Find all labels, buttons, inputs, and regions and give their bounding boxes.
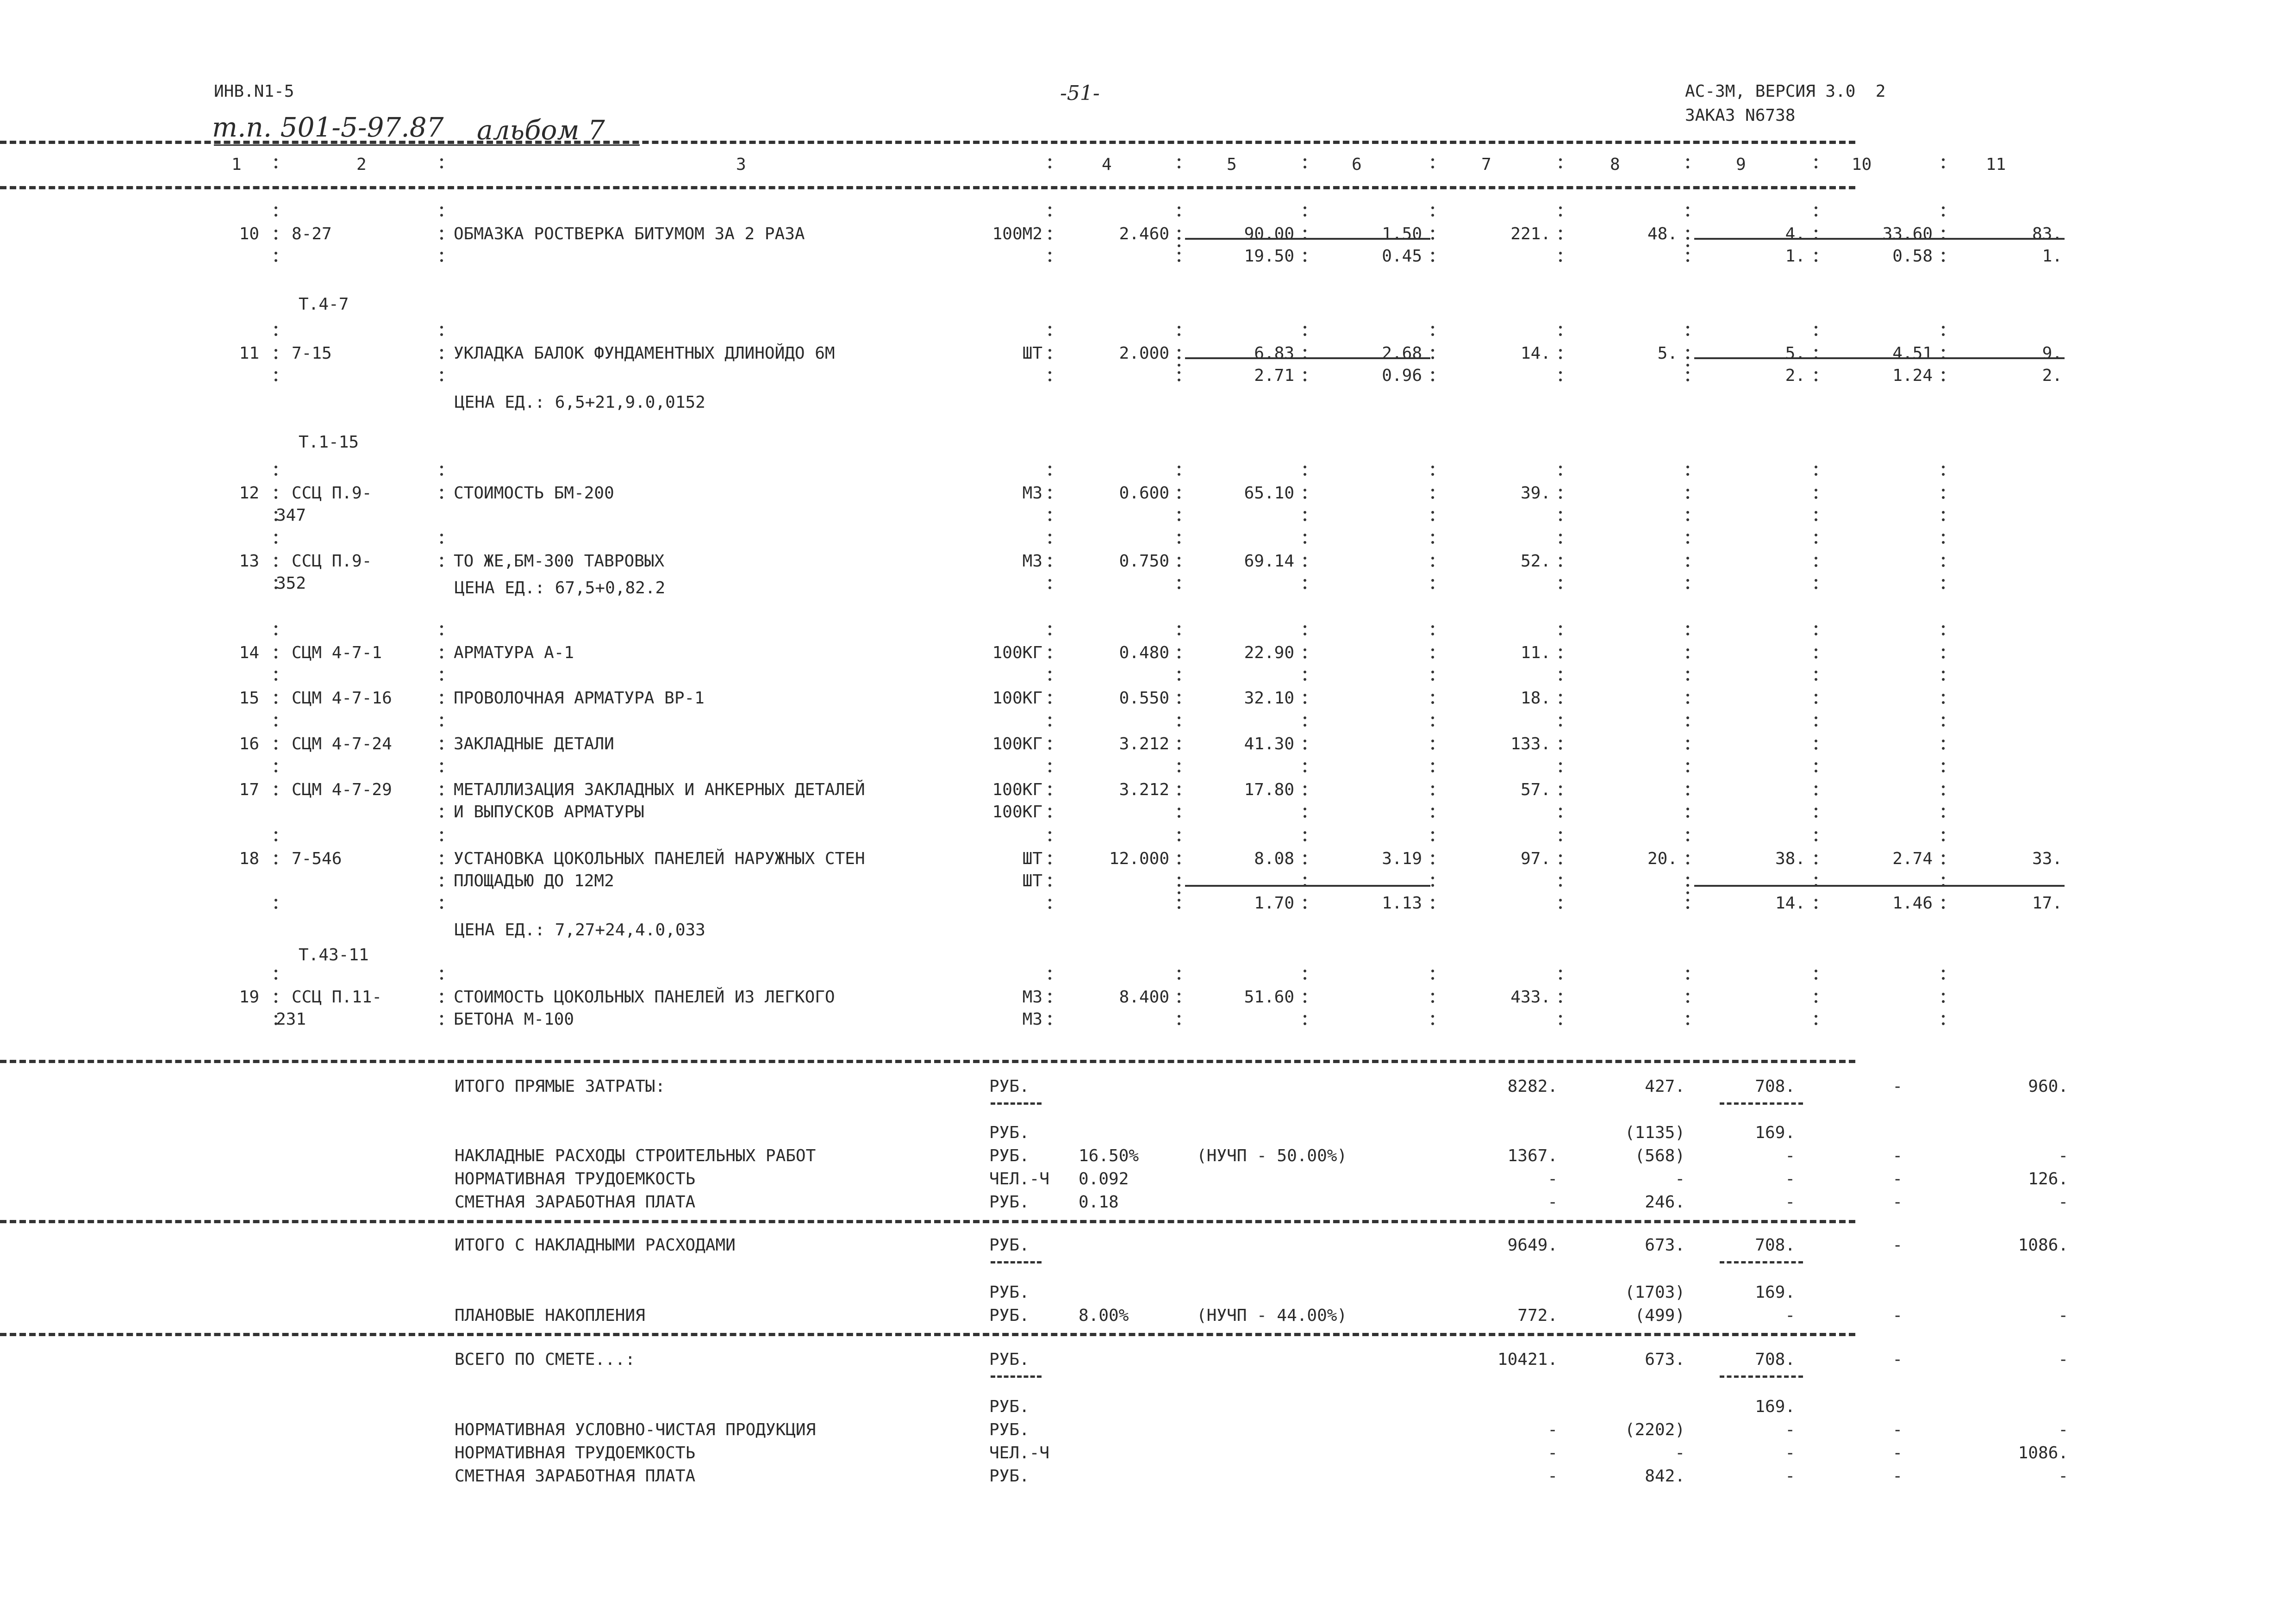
summary-label: ИТОГО С НАКЛАДНЫМИ РАСХОДАМИ bbox=[455, 1236, 736, 1255]
row-sub-col9: 2. bbox=[1785, 366, 1805, 385]
row-sub-col5: 1.70 bbox=[1254, 894, 1294, 913]
summary-col7: - bbox=[1547, 1444, 1558, 1462]
row-name-continued: ПЛОЩАДЬЮ ДО 12М2 bbox=[454, 871, 614, 890]
summary-note: (НУЧП - 44.00%) bbox=[1197, 1306, 1348, 1325]
summary-col11: - bbox=[2058, 1420, 2068, 1439]
row-unit: ШТ bbox=[1022, 871, 1042, 890]
row-unit: 100КГ bbox=[992, 780, 1042, 799]
summary-col10: - bbox=[1892, 1350, 1903, 1369]
summary-col10: - bbox=[1892, 1444, 1903, 1462]
row-unit: М3 bbox=[1022, 484, 1042, 503]
row-code: 7-15 bbox=[292, 344, 332, 363]
summary-col10: - bbox=[1892, 1146, 1903, 1165]
row-quantity: 2.460 bbox=[1119, 224, 1169, 243]
summary-unit: РУБ. bbox=[989, 1077, 1029, 1096]
summary-unit: РУБ. bbox=[989, 1397, 1029, 1416]
underline-dashes bbox=[991, 1375, 1042, 1378]
row-sub-col10: 0.58 bbox=[1892, 247, 1933, 266]
summary-label: ПЛАНОВЫЕ НАКОПЛЕНИЯ bbox=[455, 1306, 645, 1325]
row-total: 57. bbox=[1520, 780, 1551, 799]
row-total: 18. bbox=[1520, 689, 1551, 708]
row-number: 19 bbox=[239, 988, 259, 1007]
row-col8: 5. bbox=[1657, 344, 1678, 363]
dashed-rule bbox=[0, 1333, 1855, 1336]
summary-col11: - bbox=[2058, 1146, 2068, 1165]
summary-percent: 8.00% bbox=[1079, 1306, 1129, 1325]
summary-col10: - bbox=[1892, 1170, 1903, 1188]
row-sub-col6: 1.13 bbox=[1382, 894, 1422, 913]
row-total: 133. bbox=[1510, 734, 1551, 753]
summary-col11: 1086. bbox=[2018, 1236, 2068, 1255]
row-col6: 1.50 bbox=[1382, 224, 1422, 243]
row-code: СЦМ 4-7-24 bbox=[292, 734, 392, 753]
column-number-5: 5 bbox=[1227, 155, 1237, 174]
summary-percent: 16.50% bbox=[1079, 1146, 1139, 1165]
row-quantity: 0.550 bbox=[1119, 689, 1169, 708]
row-code: СЦМ 4-7-29 bbox=[292, 780, 392, 799]
row-quantity: 3.212 bbox=[1119, 734, 1169, 753]
summary-col7: 9649. bbox=[1507, 1236, 1558, 1255]
summary-col10: - bbox=[1892, 1467, 1903, 1486]
row-total: 11. bbox=[1520, 643, 1551, 662]
subrow-divider bbox=[1694, 357, 2065, 359]
row-sub-col9: 1. bbox=[1785, 247, 1805, 266]
row-code-continued: 231 bbox=[276, 1010, 306, 1029]
summary-unit: РУБ. bbox=[989, 1420, 1029, 1439]
summary-unit: РУБ. bbox=[989, 1467, 1029, 1486]
column-number-1: 1 bbox=[231, 155, 242, 174]
row-code: 7-546 bbox=[292, 849, 342, 868]
summary-col8: 842. bbox=[1645, 1467, 1685, 1486]
row-total: 97. bbox=[1520, 849, 1551, 868]
summary-label: СМЕТНАЯ ЗАРАБОТНАЯ ПЛАТА bbox=[455, 1193, 696, 1212]
row-col9: 5. bbox=[1785, 344, 1805, 363]
summary-col7: 8282. bbox=[1507, 1077, 1558, 1096]
row-unit-cost: 65.10 bbox=[1244, 484, 1294, 503]
summary-col11: 960. bbox=[2028, 1077, 2068, 1096]
summary-col9: - bbox=[1785, 1420, 1795, 1439]
row-total: 221. bbox=[1510, 224, 1551, 243]
row-col9: 38. bbox=[1775, 849, 1805, 868]
subrow-divider bbox=[1185, 238, 1430, 240]
row-unit: М3 bbox=[1022, 552, 1042, 571]
row-number: 15 bbox=[239, 689, 259, 708]
row-name: ЗАКЛАДНЫЕ ДЕТАЛИ bbox=[454, 734, 614, 753]
row-number: 11 bbox=[239, 344, 259, 363]
row-unit: М3 bbox=[1022, 988, 1042, 1007]
row-quantity: 3.212 bbox=[1119, 780, 1169, 799]
summary-col7: 10421. bbox=[1497, 1350, 1558, 1369]
row-unit: 100М2 bbox=[992, 224, 1042, 243]
row-col11: 83. bbox=[2032, 224, 2062, 243]
row-number: 14 bbox=[239, 643, 259, 662]
underline-dashes bbox=[991, 1102, 1042, 1105]
row-table-ref: Т.43-11 bbox=[299, 946, 369, 964]
summary-unit: РУБ. bbox=[989, 1350, 1029, 1369]
summary-col7: 772. bbox=[1517, 1306, 1558, 1325]
row-unit-cost: 32.10 bbox=[1244, 689, 1294, 708]
summary-col9: 708. bbox=[1755, 1350, 1795, 1369]
summary-col10: - bbox=[1892, 1420, 1903, 1439]
summary-label: ИТОГО ПРЯМЫЕ ЗАТРАТЫ: bbox=[455, 1077, 666, 1096]
dashed-rule bbox=[0, 186, 1855, 189]
summary-col9: - bbox=[1785, 1467, 1795, 1486]
row-name: УКЛАДКА БАЛОК ФУНДАМЕНТНЫХ ДЛИНОЙДО 6М bbox=[454, 344, 835, 363]
row-number: 16 bbox=[239, 734, 259, 753]
row-total: 14. bbox=[1520, 344, 1551, 363]
row-quantity: 8.400 bbox=[1119, 988, 1169, 1007]
underline-dashes bbox=[1720, 1261, 1803, 1263]
summary-unit: РУБ. bbox=[989, 1193, 1029, 1212]
row-unit-cost: 41.30 bbox=[1244, 734, 1294, 753]
summary-col11: - bbox=[2058, 1467, 2068, 1486]
row-quantity: 0.750 bbox=[1119, 552, 1169, 571]
row-sub-col11: 17. bbox=[2032, 894, 2062, 913]
summary-col8: - bbox=[1675, 1170, 1685, 1188]
dashed-rule bbox=[0, 1060, 1855, 1063]
row-sub-col6: 0.45 bbox=[1382, 247, 1422, 266]
row-sub-col11: 1. bbox=[2042, 247, 2062, 266]
row-unit-cost: 6.83 bbox=[1254, 344, 1294, 363]
row-name-continued: И ВЫПУСКОВ АРМАТУРЫ bbox=[454, 803, 644, 821]
row-quantity: 12.000 bbox=[1109, 849, 1169, 868]
summary-col8: 427. bbox=[1645, 1077, 1685, 1096]
summary-col11: - bbox=[2058, 1306, 2068, 1325]
underline-dashes bbox=[1720, 1375, 1803, 1378]
order-number: ЗАКАЗ N6738 bbox=[1685, 106, 1796, 125]
summary-col10: - bbox=[1892, 1236, 1903, 1255]
row-name-continued: БЕТОНА М-100 bbox=[454, 1010, 574, 1029]
summary-col7: - bbox=[1547, 1467, 1558, 1486]
summary-label: НОРМАТИВНАЯ УСЛОВНО-ЧИСТАЯ ПРОДУКЦИЯ bbox=[455, 1420, 816, 1439]
row-col9: 4. bbox=[1785, 224, 1805, 243]
row-unit: М3 bbox=[1022, 1010, 1042, 1029]
page-number: -51- bbox=[1060, 81, 1100, 105]
summary-col8: (1135) bbox=[1624, 1123, 1685, 1142]
summary-label: СМЕТНАЯ ЗАРАБОТНАЯ ПЛАТА bbox=[455, 1467, 696, 1486]
underline-dashes bbox=[991, 1261, 1042, 1263]
row-col8: 20. bbox=[1647, 849, 1678, 868]
summary-col8: (2202) bbox=[1624, 1420, 1685, 1439]
column-number-9: 9 bbox=[1736, 155, 1746, 174]
summary-percent: 0.092 bbox=[1079, 1170, 1129, 1188]
column-number-3: 3 bbox=[736, 155, 746, 174]
summary-col9: - bbox=[1785, 1306, 1795, 1325]
summary-label: НОРМАТИВНАЯ ТРУДОЕМКОСТЬ bbox=[455, 1444, 696, 1462]
row-quantity: 0.480 bbox=[1119, 643, 1169, 662]
row-total: 39. bbox=[1520, 484, 1551, 503]
summary-col11: - bbox=[2058, 1193, 2068, 1212]
row-name: ТО ЖЕ,БМ-300 ТАВРОВЫХ bbox=[454, 552, 665, 571]
summary-label: НОРМАТИВНАЯ ТРУДОЕМКОСТЬ bbox=[455, 1170, 696, 1188]
summary-unit: РУБ. bbox=[989, 1236, 1029, 1255]
row-number: 17 bbox=[239, 780, 259, 799]
row-code: ССЦ П.9- bbox=[292, 484, 372, 503]
summary-col9: 708. bbox=[1755, 1077, 1795, 1096]
row-col6: 2.68 bbox=[1382, 344, 1422, 363]
row-sub-col10: 1.46 bbox=[1892, 894, 1933, 913]
row-total: 52. bbox=[1520, 552, 1551, 571]
summary-col11: 126. bbox=[2028, 1170, 2068, 1188]
column-number-7: 7 bbox=[1481, 155, 1491, 174]
row-number: 10 bbox=[239, 224, 259, 243]
row-unit-cost: 51.60 bbox=[1244, 988, 1294, 1007]
subrow-divider bbox=[1185, 357, 1430, 359]
row-sub-col10: 1.24 bbox=[1892, 366, 1933, 385]
row-name: ПРОВОЛОЧНАЯ АРМАТУРА ВР-1 bbox=[454, 689, 705, 708]
row-name: СТОИМОСТЬ БМ-200 bbox=[454, 484, 614, 503]
summary-col9: 169. bbox=[1755, 1123, 1795, 1142]
summary-col10: - bbox=[1892, 1306, 1903, 1325]
summary-unit: ЧЕЛ.-Ч bbox=[989, 1170, 1050, 1188]
row-sub-col5: 2.71 bbox=[1254, 366, 1294, 385]
row-col10: 2.74 bbox=[1892, 849, 1933, 868]
row-col6: 3.19 bbox=[1382, 849, 1422, 868]
row-name: ОБМАЗКА РОСТВЕРКА БИТУМОМ ЗА 2 РАЗА bbox=[454, 224, 805, 243]
row-sub-col9: 14. bbox=[1775, 894, 1805, 913]
summary-unit: РУБ. bbox=[989, 1306, 1029, 1325]
row-price-note: ЦЕНА ЕД.: 6,5+21,9.0,0152 bbox=[455, 393, 705, 412]
row-number: 18 bbox=[239, 849, 259, 868]
row-unit-cost: 17.80 bbox=[1244, 780, 1294, 799]
row-total: 433. bbox=[1510, 988, 1551, 1007]
dashed-rule bbox=[0, 141, 1855, 144]
row-unit: ШТ bbox=[1022, 344, 1042, 363]
summary-label: ВСЕГО ПО СМЕТЕ...: bbox=[455, 1350, 636, 1369]
row-col11: 33. bbox=[2032, 849, 2062, 868]
summary-col7: - bbox=[1547, 1193, 1558, 1212]
row-name: СТОИМОСТЬ ЦОКОЛЬНЫХ ПАНЕЛЕЙ ИЗ ЛЕГКОГО bbox=[454, 988, 835, 1007]
row-code: ССЦ П.9- bbox=[292, 552, 372, 571]
summary-note: (НУЧП - 50.00%) bbox=[1197, 1146, 1348, 1165]
column-number-4: 4 bbox=[1102, 155, 1112, 174]
summary-col8: 246. bbox=[1645, 1193, 1685, 1212]
summary-unit: ЧЕЛ.-Ч bbox=[989, 1444, 1050, 1462]
row-name: УСТАНОВКА ЦОКОЛЬНЫХ ПАНЕЛЕЙ НАРУЖНЫХ СТЕН bbox=[454, 849, 865, 868]
row-sub-col6: 0.96 bbox=[1382, 366, 1422, 385]
row-table-ref: Т.4-7 bbox=[299, 295, 349, 314]
subrow-divider bbox=[1694, 885, 2065, 887]
row-unit-cost: 8.08 bbox=[1254, 849, 1294, 868]
row-sub-col5: 19.50 bbox=[1244, 247, 1294, 266]
row-table-ref: Т.1-15 bbox=[299, 433, 359, 452]
summary-col9: 169. bbox=[1755, 1283, 1795, 1302]
row-code-continued: 347 bbox=[276, 506, 306, 525]
summary-col8: (568) bbox=[1635, 1146, 1685, 1165]
summary-col8: - bbox=[1675, 1444, 1685, 1462]
row-number: 13 bbox=[239, 552, 259, 571]
summary-col8: 673. bbox=[1645, 1236, 1685, 1255]
row-code: СЦМ 4-7-1 bbox=[292, 643, 382, 662]
row-col11: 9. bbox=[2042, 344, 2062, 363]
summary-unit: РУБ. bbox=[989, 1146, 1029, 1165]
inventory-number: ИНВ.N1-5 bbox=[214, 82, 294, 101]
subrow-divider bbox=[1694, 238, 2065, 240]
summary-col8: 673. bbox=[1645, 1350, 1685, 1369]
summary-col8: (1703) bbox=[1624, 1283, 1685, 1302]
row-name: МЕТАЛЛИЗАЦИЯ ЗАКЛАДНЫХ И АНКЕРНЫХ ДЕТАЛЕЙ bbox=[454, 780, 865, 799]
column-number-11: 11 bbox=[1986, 155, 2006, 174]
summary-col7: 1367. bbox=[1507, 1146, 1558, 1165]
row-code: ССЦ П.11- bbox=[292, 988, 382, 1007]
row-unit: 100КГ bbox=[992, 643, 1042, 662]
row-sub-col11: 2. bbox=[2042, 366, 2062, 385]
summary-col9: - bbox=[1785, 1170, 1795, 1188]
summary-col11: 1086. bbox=[2018, 1444, 2068, 1462]
summary-col10: - bbox=[1892, 1077, 1903, 1096]
summary-col9: - bbox=[1785, 1146, 1795, 1165]
summary-label: НАКЛАДНЫЕ РАСХОДЫ СТРОИТЕЛЬНЫХ РАБОТ bbox=[455, 1146, 816, 1165]
handwriting-underline bbox=[214, 144, 640, 146]
column-number-6: 6 bbox=[1352, 155, 1362, 174]
column-number-10: 10 bbox=[1852, 155, 1872, 174]
row-unit: 100КГ bbox=[992, 803, 1042, 821]
row-unit-cost: 22.90 bbox=[1244, 643, 1294, 662]
summary-col11: - bbox=[2058, 1350, 2068, 1369]
summary-col8: (499) bbox=[1635, 1306, 1685, 1325]
row-col10: 4.51 bbox=[1892, 344, 1933, 363]
summary-unit: РУБ. bbox=[989, 1123, 1029, 1142]
row-quantity: 0.600 bbox=[1119, 484, 1169, 503]
handwritten-project-ref: т.п. 501-5-97.87 bbox=[212, 112, 444, 143]
column-number-2: 2 bbox=[356, 155, 367, 174]
summary-col7: - bbox=[1547, 1420, 1558, 1439]
row-unit: ШТ bbox=[1022, 849, 1042, 868]
row-unit: 100КГ bbox=[992, 734, 1042, 753]
row-unit-cost: 69.14 bbox=[1244, 552, 1294, 571]
row-price-note: ЦЕНА ЕД.: 67,5+0,82.2 bbox=[455, 579, 666, 597]
handwritten-album: альбом 7 bbox=[477, 114, 605, 146]
summary-col9: 169. bbox=[1755, 1397, 1795, 1416]
underline-dashes bbox=[1720, 1102, 1803, 1105]
summary-col9: - bbox=[1785, 1193, 1795, 1212]
summary-percent: 0.18 bbox=[1079, 1193, 1119, 1212]
dashed-rule bbox=[0, 1220, 1855, 1223]
row-number: 12 bbox=[239, 484, 259, 503]
row-col8: 48. bbox=[1647, 224, 1678, 243]
row-unit: 100КГ bbox=[992, 689, 1042, 708]
column-number-8: 8 bbox=[1610, 155, 1620, 174]
summary-unit: РУБ. bbox=[989, 1283, 1029, 1302]
row-col10: 33.60 bbox=[1882, 224, 1933, 243]
row-price-note: ЦЕНА ЕД.: 7,27+24,4.0,033 bbox=[455, 921, 705, 940]
row-name: АРМАТУРА А-1 bbox=[454, 643, 574, 662]
row-code: 8-27 bbox=[292, 224, 332, 243]
subrow-divider bbox=[1185, 885, 1430, 887]
summary-col10: - bbox=[1892, 1193, 1903, 1212]
row-code: СЦМ 4-7-16 bbox=[292, 689, 392, 708]
summary-col9: - bbox=[1785, 1444, 1795, 1462]
row-code-continued: 352 bbox=[276, 574, 306, 593]
row-unit-cost: 90.00 bbox=[1244, 224, 1294, 243]
row-quantity: 2.000 bbox=[1119, 344, 1169, 363]
summary-col7: - bbox=[1547, 1170, 1558, 1188]
summary-col9: 708. bbox=[1755, 1236, 1795, 1255]
program-version: АС-3М, ВЕРСИЯ 3.0 2 bbox=[1685, 82, 1886, 101]
